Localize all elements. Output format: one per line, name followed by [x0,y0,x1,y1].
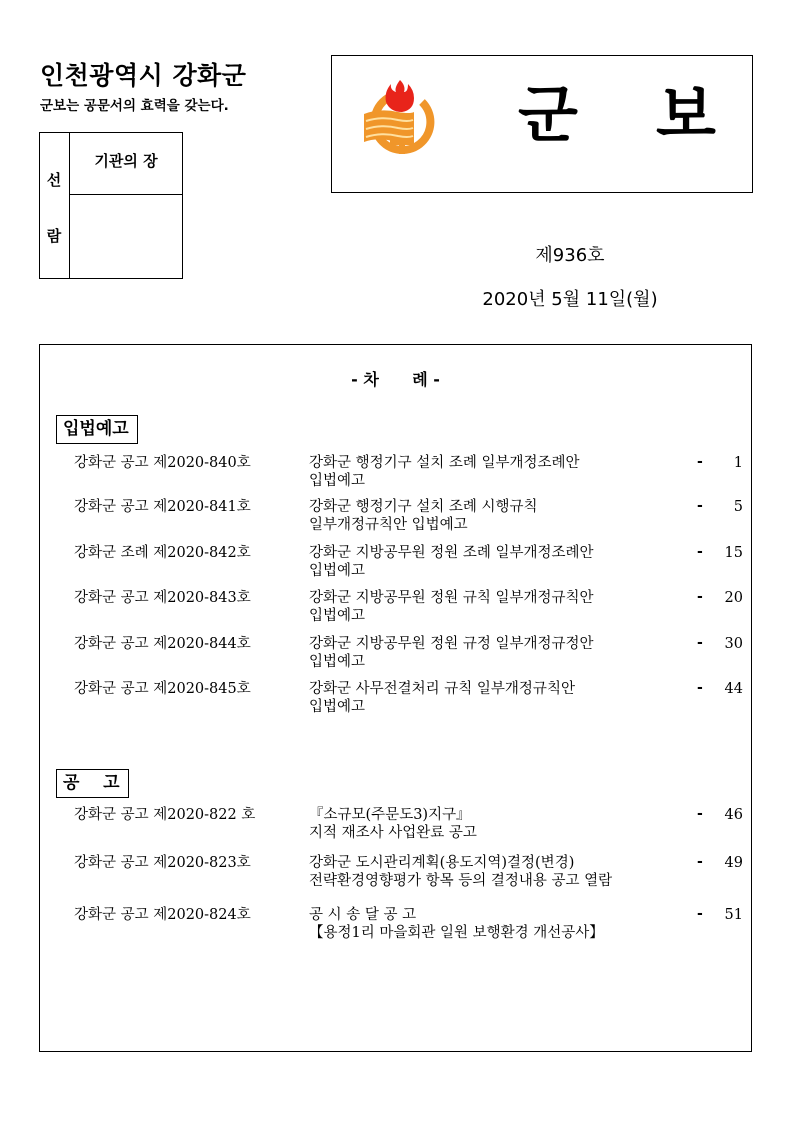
issue-date: 2020년 5월 11일(월) [482,289,658,310]
entry-number: 강화군 조례 제2020-842호 [74,545,251,561]
entry-number: 강화군 공고 제2020-822 호 [74,807,256,823]
entry-number: 강화군 공고 제2020-824호 [74,907,251,923]
entry-number: 강화군 공고 제2020-823호 [74,855,251,871]
entry-title-line1: 강화군 지방공무원 정원 규정 일부개정규정안 [309,636,594,652]
entry-page: 51 [724,907,743,923]
entry-title-line2: 일부개정규칙안 입법예고 [309,517,468,533]
entry-title-line1: 강화군 사무전결처리 규칙 일부개정규칙안 [309,681,575,697]
entry-title-line2: 입법예고 [309,654,366,670]
toc-title: - 차 례 - [351,370,440,389]
entry-dash: - [697,680,703,696]
entry-page: 30 [724,636,743,652]
org-name: 인천광역시 강화군 [40,61,247,90]
circulation-side [40,133,70,278]
entry-title-line1: 강화군 지방공무원 정원 규칙 일부개정규칙안 [309,590,594,606]
entry-title-line2: 입법예고 [309,608,366,624]
circulation-box [39,132,183,279]
entry-title-line2: 입법예고 [309,563,366,579]
entry-title-line2: 【용정1리 마을회관 일원 보행환경 개선공사】 [309,925,604,941]
entry-title-line1: 강화군 도시관리계획(용도지역)결정(변경) [309,855,575,871]
entry-page: 44 [724,681,743,697]
entry-dash: - [697,544,703,560]
table-of-contents [39,344,752,1052]
entry-title-line1: 『소규모(주문도3)지구』 [309,807,471,823]
entry-dash: - [697,498,703,514]
circulation-label-top: 선 [46,171,62,189]
gangwha-county-emblem-icon [358,76,440,166]
entry-title-line1: 공 시 송 달 공 고 [309,907,417,923]
masthead [331,55,753,193]
entry-number: 강화군 공고 제2020-845호 [74,681,251,697]
entry-page: 1 [733,455,743,471]
entry-title-line2: 입법예고 [309,699,366,715]
masthead-title-char-2: 보 [656,78,716,151]
entry-page: 15 [724,545,743,561]
entry-title-line2: 지적 재조사 사업완료 공고 [309,825,477,841]
entry-dash: - [697,635,703,651]
entry-page: 5 [733,499,743,515]
entry-page: 46 [724,807,743,823]
entry-number: 강화군 공고 제2020-844호 [74,636,251,652]
entry-dash: - [697,806,703,822]
entry-number: 강화군 공고 제2020-840호 [74,455,251,471]
org-subtitle: 군보는 공문서의 효력을 갖는다. [40,98,229,114]
entry-page: 20 [724,590,743,606]
entry-dash: - [697,454,703,470]
entry-number: 강화군 공고 제2020-841호 [74,499,251,515]
entry-title-line1: 강화군 행정기구 설치 조례 일부개정조례안 [309,455,580,471]
entry-dash: - [697,854,703,870]
masthead-title-char-1: 군 [518,78,578,151]
entry-dash: - [697,589,703,605]
section-label-legislative-notice: 입법예고 [56,415,138,444]
entry-title-line1: 강화군 지방공무원 정원 조례 일부개정조례안 [309,545,594,561]
entry-dash: - [697,906,703,922]
entry-number: 강화군 공고 제2020-843호 [74,590,251,606]
issue-number: 제936호 [535,245,605,266]
entry-title-line2: 전략환경영향평가 항목 등의 결정내용 공고 열람 [309,873,613,889]
section-label-public-notice: 공 고 [56,769,129,798]
circulation-label-bottom: 람 [46,227,62,245]
circulation-head-label: 기관의 장 [70,133,182,195]
entry-title-line2: 입법예고 [309,473,366,489]
entry-title-line1: 강화군 행정기구 설치 조례 시행규칙 [309,499,538,515]
entry-page: 49 [724,855,743,871]
